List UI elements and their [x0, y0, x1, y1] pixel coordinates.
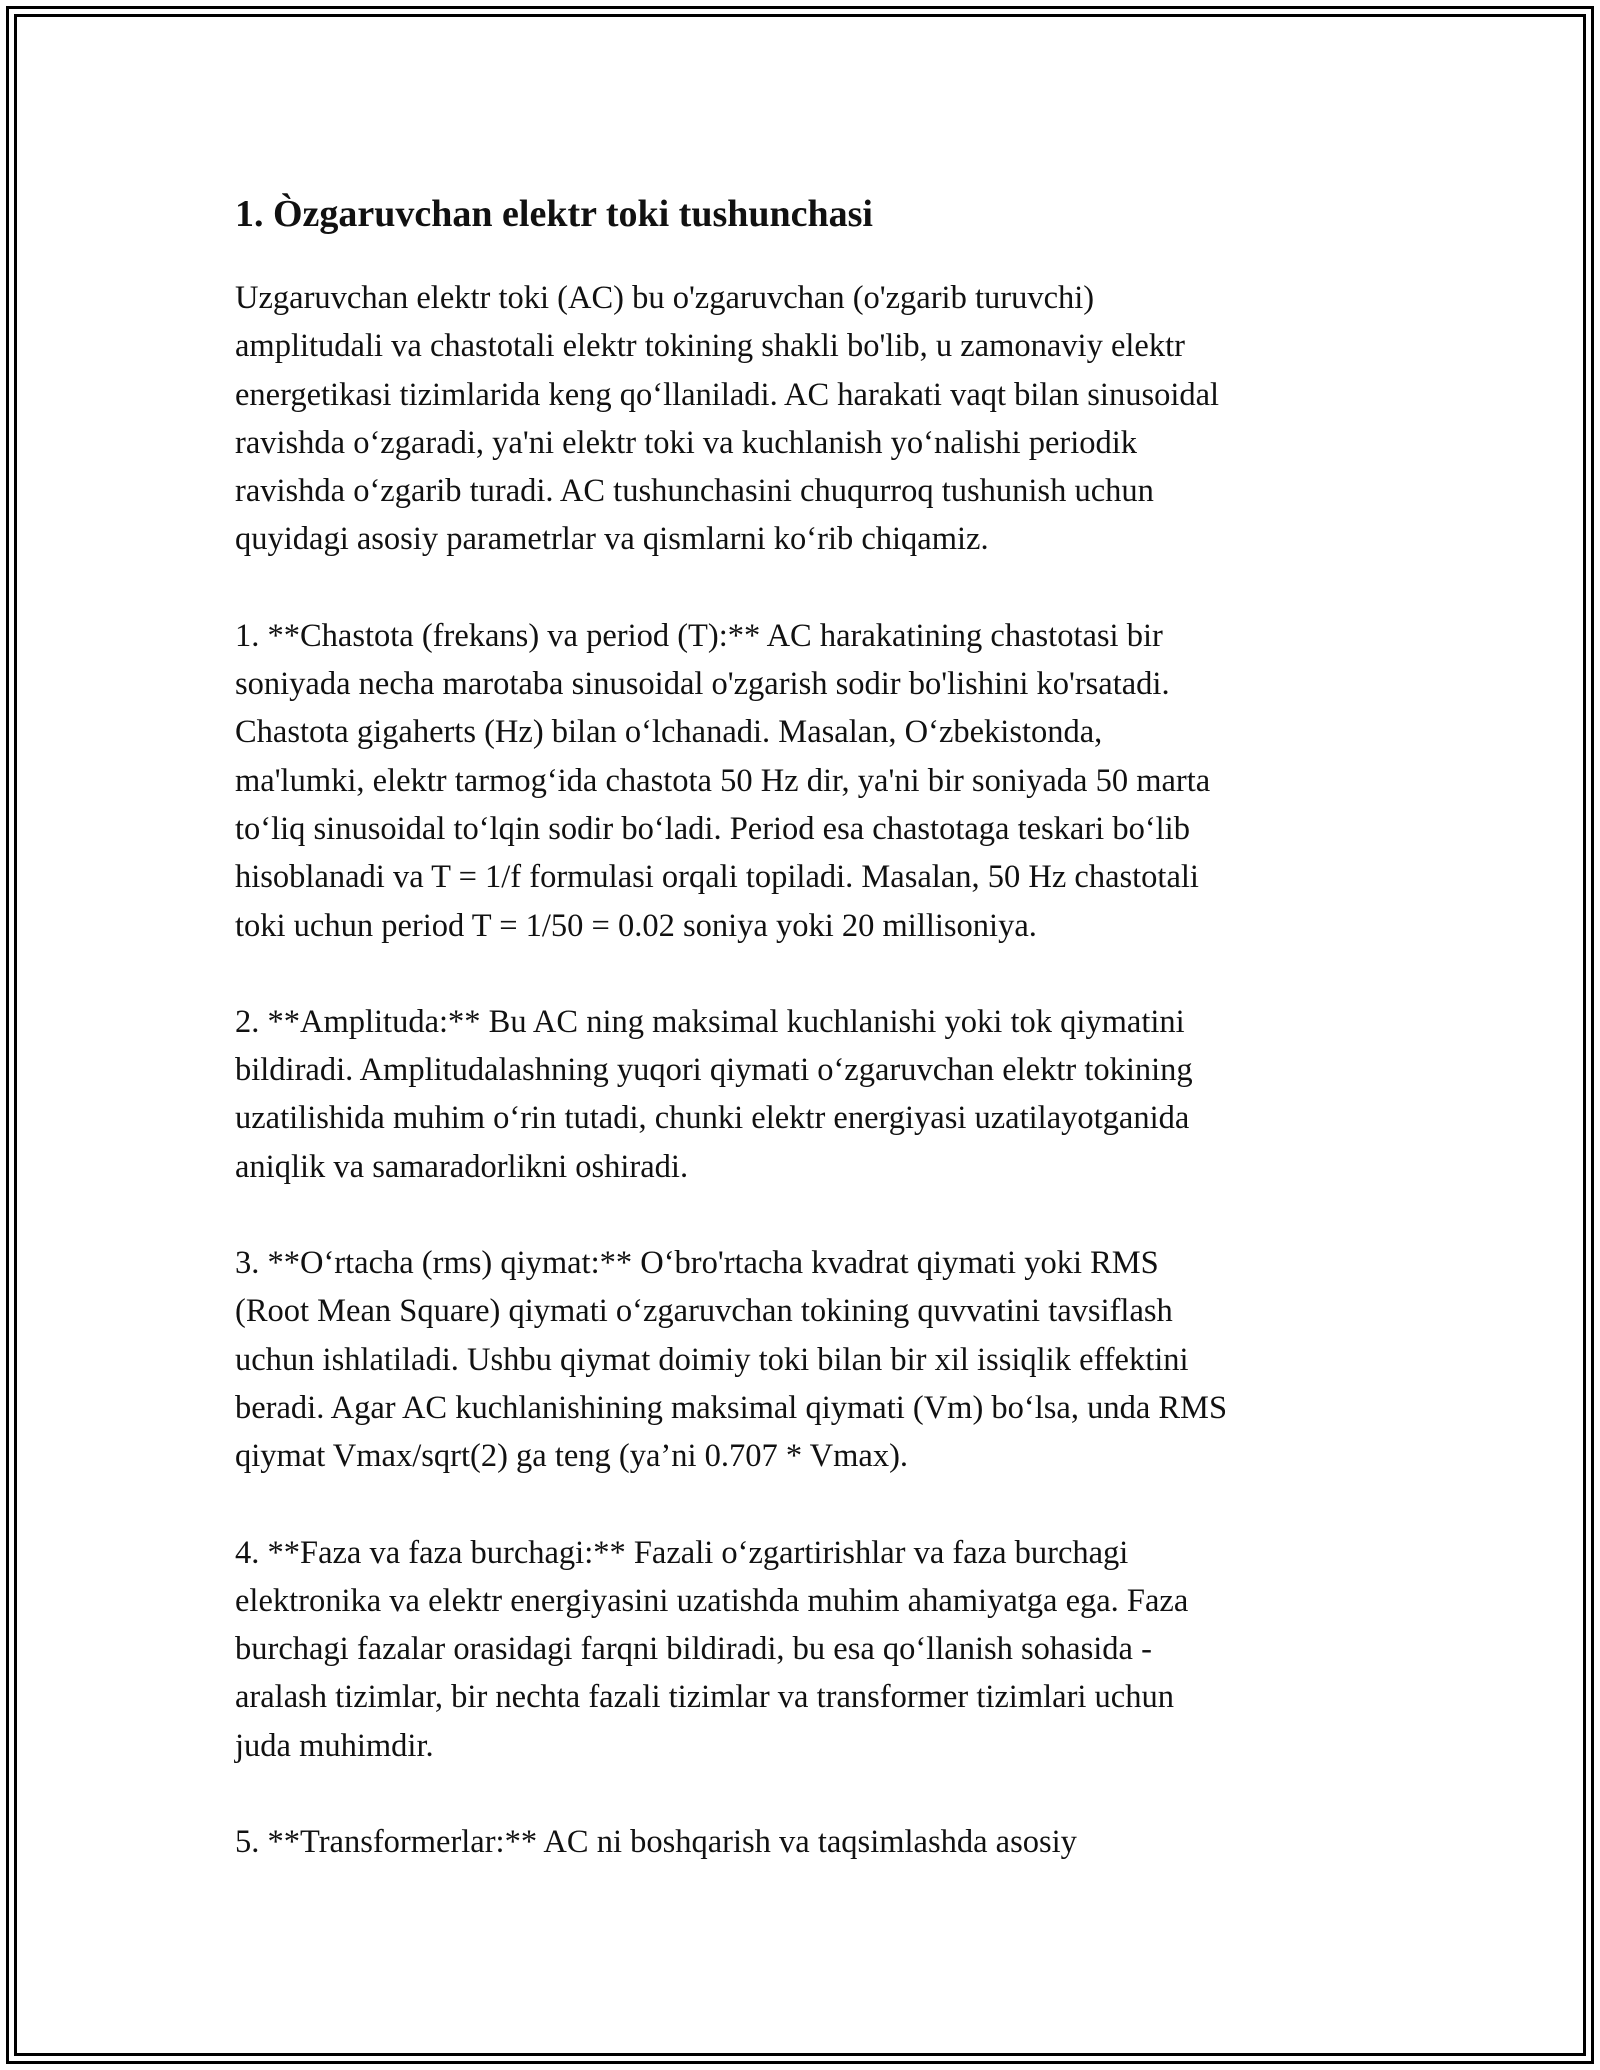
paragraph-frequency-period: 1. **Chastota (frekans) va period (T):** AC harakatining chastotasi bir soniyada necha marotaba sinusoidal o'zgarish sodir bo'lishini ko'rsatadi. Chastota gigaherts (Hz) bilan o‘lchanadi. Masalan, O‘zbekistonda, ma'lumki, elektr tarmog‘ida chastota 50 Hz dir, ya'ni bir soniyada 50 marta to‘liq sinusoidal to‘lqin sodir bo‘ladi. Period esa chastotaga teskari bo‘lib hisoblanadi va T = 1/f formulasi orqali topiladi. Masalan, 50 Hz chastotali toki uchun period T = 1/50 = 0.02 soniya yoki 20 millisoniya.	[235, 617, 1211, 944]
document-title: 1. Òzgaruvchan elektr toki tushunchasi	[235, 193, 873, 235]
document-body	[235, 186, 1375, 1914]
paragraph-transformers: 5. **Transformerlar:** AC ni boshqarish va taqsimlashda asosiy	[235, 1824, 1077, 1861]
paragraph-rms-value: 3. **O‘rtacha (rms) qiymat:** O‘bro'rtacha kvadrat qiymati yoki RMS (Root Mean Square) qiymati o‘zgaruvchan tokining quvvatini tavsiflash uchun ishlatiladi. Ushbu qiymat doimiy toki bilan bir xil issiqlik effektini beradi. Agar AC kuchlanishining maksimal qiymati (Vm) bo‘lsa, unda RMS qiymat Vmax/sqrt(2) ga teng (ya’ni 0.707 * Vmax).	[235, 1245, 1228, 1475]
intro-paragraph: Uzgaruvchan elektr toki (AC) bu o'zgaruvchan (o'zgarib turuvchi) amplitudali va chastotali elektr tokining shakli bo'lib, u zamonaviy elektr energetikasi tizimlarida keng qo‘llaniladi. AC harakati vaqt bilan sinusoidal ravishda o‘zgaradi, ya'ni elektr toki va kuchlanish yo‘nalishi periodik ravishda o‘zgarib turadi. AC tushunchasini chuqurroq tushunish uchun quyidagi asosiy parametrlar va qismlarni ko‘rib chiqamiz.	[235, 280, 1220, 558]
paragraph-amplitude: 2. **Amplituda:** Bu AC ning maksimal kuchlanishi yoki tok qiymatini bildiradi. Amplitudalashning yuqori qiymati o‘zgaruvchan elektr tokining uzatilishida muhim o‘rin tutadi, chunki elektr energiyasi uzatilayotganida aniqlik va samaradorlikni oshiradi.	[235, 1003, 1193, 1185]
paragraph-phase-angle: 4. **Faza va faza burchagi:** Fazali o‘zgartirishlar va faza burchagi elektronika va elektr energiyasini uzatishda muhim ahamiyatga ega. Faza burchagi fazalar orasidagi farqni bildiradi, bu esa qo‘llanish sohasida - aralash tizimlar, bir nechta fazali tizimlar va transformer tizimlari uchun juda muhimdir.	[235, 1534, 1189, 1764]
